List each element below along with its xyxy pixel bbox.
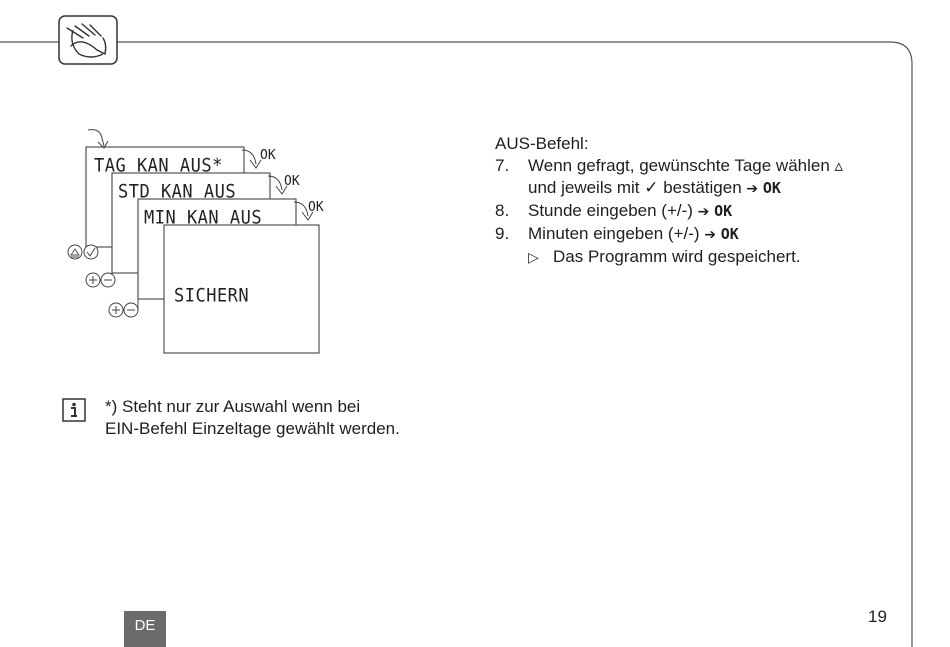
display-text-day: TAG KAN AUS* [94,155,223,177]
instructions [495,133,915,268]
up-triangle-icon: ▵ [834,156,844,175]
arrow-icon: ➔ [746,181,759,197]
confirm-button-icon [84,245,98,259]
step-text: bestätigen [663,178,742,197]
step-8 [495,200,915,223]
ok-label: OK [260,148,276,163]
arrow-icon: ➔ [697,204,710,220]
ok-label: OK [284,174,300,189]
result-text: Das Programm wird gespeichert. [553,247,801,266]
step-text: Minuten eingeben (+/-) [528,224,700,243]
note-text [105,396,435,440]
display-text-hour: STD KAN AUS [118,181,237,203]
display-text-minute: MIN KAN AUS [144,207,263,229]
ok-key-label: OK [720,225,739,243]
result-line [495,246,915,268]
step-text: Stunde eingeben (+/-) [528,201,693,220]
language-badge: DE [124,611,166,647]
step-text: Wenn gefragt, gewünschte Tage wählen [528,156,830,175]
display-sequence-diagram [60,120,360,360]
step-number: 8. [495,201,510,220]
step-number: 7. [495,156,510,175]
note-line-2: EIN-Befehl Einzeltage gewählt werden. [105,419,400,438]
step-7-line-2 [495,177,915,200]
arrow-icon: ➔ [704,227,716,243]
ok-key-label: OK [714,202,733,220]
checkmark-icon: ✓ [644,178,659,197]
display-text-save: SICHERN [174,285,250,307]
ok-label: OK [308,200,324,215]
step-number: 9. [495,224,510,243]
page-number: 19 [868,607,887,626]
section-heading: AUS-Befehl: [495,134,589,153]
info-icon [62,398,86,422]
step-9 [495,223,915,246]
note-line-1: *) Steht nur zur Auswahl wenn bei [105,397,361,416]
hand-icon [57,14,121,68]
step-7 [495,155,915,177]
step-text: und jeweils mit [528,178,640,197]
result-triangle-icon: ▷ [528,249,539,265]
ok-key-label: OK [762,179,781,197]
